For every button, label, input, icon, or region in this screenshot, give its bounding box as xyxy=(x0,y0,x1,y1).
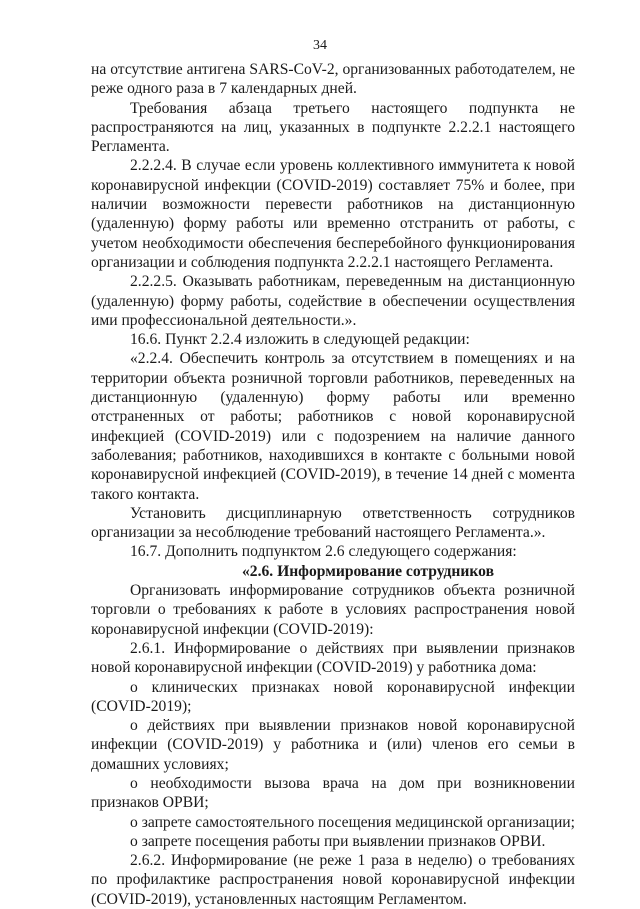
paragraph: «2.2.4. Обеспечить контроль за отсутствием в помещениях и на территории объекта розничной торговли работников, переведенных на дистанционную (удаленную) форму работы или временно отстраненных от работы; работников с новой коронавирусной инфекцией (COVID-2019) или с подозрением на наличие данного заболевания; работников, находившихся в контакте с больными новой коронавирусной инфекцией (COVID-2019), в течение 14 дней с момента такого контакта. xyxy=(91,350,575,503)
document-body xyxy=(91,60,575,909)
paragraph: о запрете посещения работы при выявлении признаков ОРВИ. xyxy=(130,832,546,850)
paragraph: Требования абзаца третьего настоящего подпункта не распространяются на лиц, указанных в подпункте 2.2.2.1 настоящего Регламента. xyxy=(91,99,575,156)
paragraph: 2.2.2.4. В случае если уровень коллективного иммунитета к новой коронавирусной инфекции (COVID-2019) составляет 75% и более, при наличии возможности перевести работников на дистанционную (удаленную) форму работы или временно отстранить от работы, с учетом необходимости обеспечения бесперебойного функционирования организации и соблюдения подпункта 2.2.2.1 настоящего Регламента. xyxy=(91,157,575,271)
paragraph: Организовать информирование сотрудников объекта розничной торговли о требованиях к работе в условиях распространения новой коронавирусной инфекции (COVID-2019): xyxy=(91,582,575,638)
paragraph: 16.7. Дополнить подпунктом 2.6 следующего содержания: xyxy=(130,543,517,561)
paragraph: 2.2.2.5. Оказывать работникам, переведенным на дистанционную (удаленную) форму работы, содействие в обеспечении осуществления ими профессиональной деятельности.». xyxy=(91,273,575,329)
paragraph: 2.6.1. Информирование о действиях при выявлении признаков новой коронавирусной инфекции (COVID-2019) у работника дома: xyxy=(91,639,575,677)
section-heading: «2.6. Информирование сотрудников xyxy=(241,562,495,580)
paragraph: о действиях при выявлении признаков новой коронавирусной инфекции (COVID-2019) у работника и (или) членов его семьи в домашних условиях; xyxy=(91,717,575,773)
paragraph: о необходимости вызова врача на дом при возникновении признаков ОРВИ; xyxy=(91,774,575,812)
paragraph: Установить дисциплинарную ответственность сотрудников организации за несоблюдение требований настоящего Регламента.». xyxy=(91,504,575,542)
paragraph: 2.6.2. Информирование (не реже 1 раза в неделю) о требованиях по профилактике распространения новой коронавирусной инфекции (COVID-2019), установленных настоящим Регламентом. xyxy=(91,852,575,908)
page-number: 34 xyxy=(313,38,327,53)
paragraph: 16.6. Пункт 2.2.4 изложить в следующей редакции: xyxy=(130,331,470,349)
paragraph: о запрете самостоятельного посещения медицинской организации; xyxy=(130,813,575,831)
paragraph: на отсутствие антигена SARS-CoV-2, организованных работодателем, не реже одного раза в 7 календарных дней. xyxy=(91,61,575,98)
paragraph: о клинических признаках новой коронавирусной инфекции (COVID-2019); xyxy=(91,678,575,715)
